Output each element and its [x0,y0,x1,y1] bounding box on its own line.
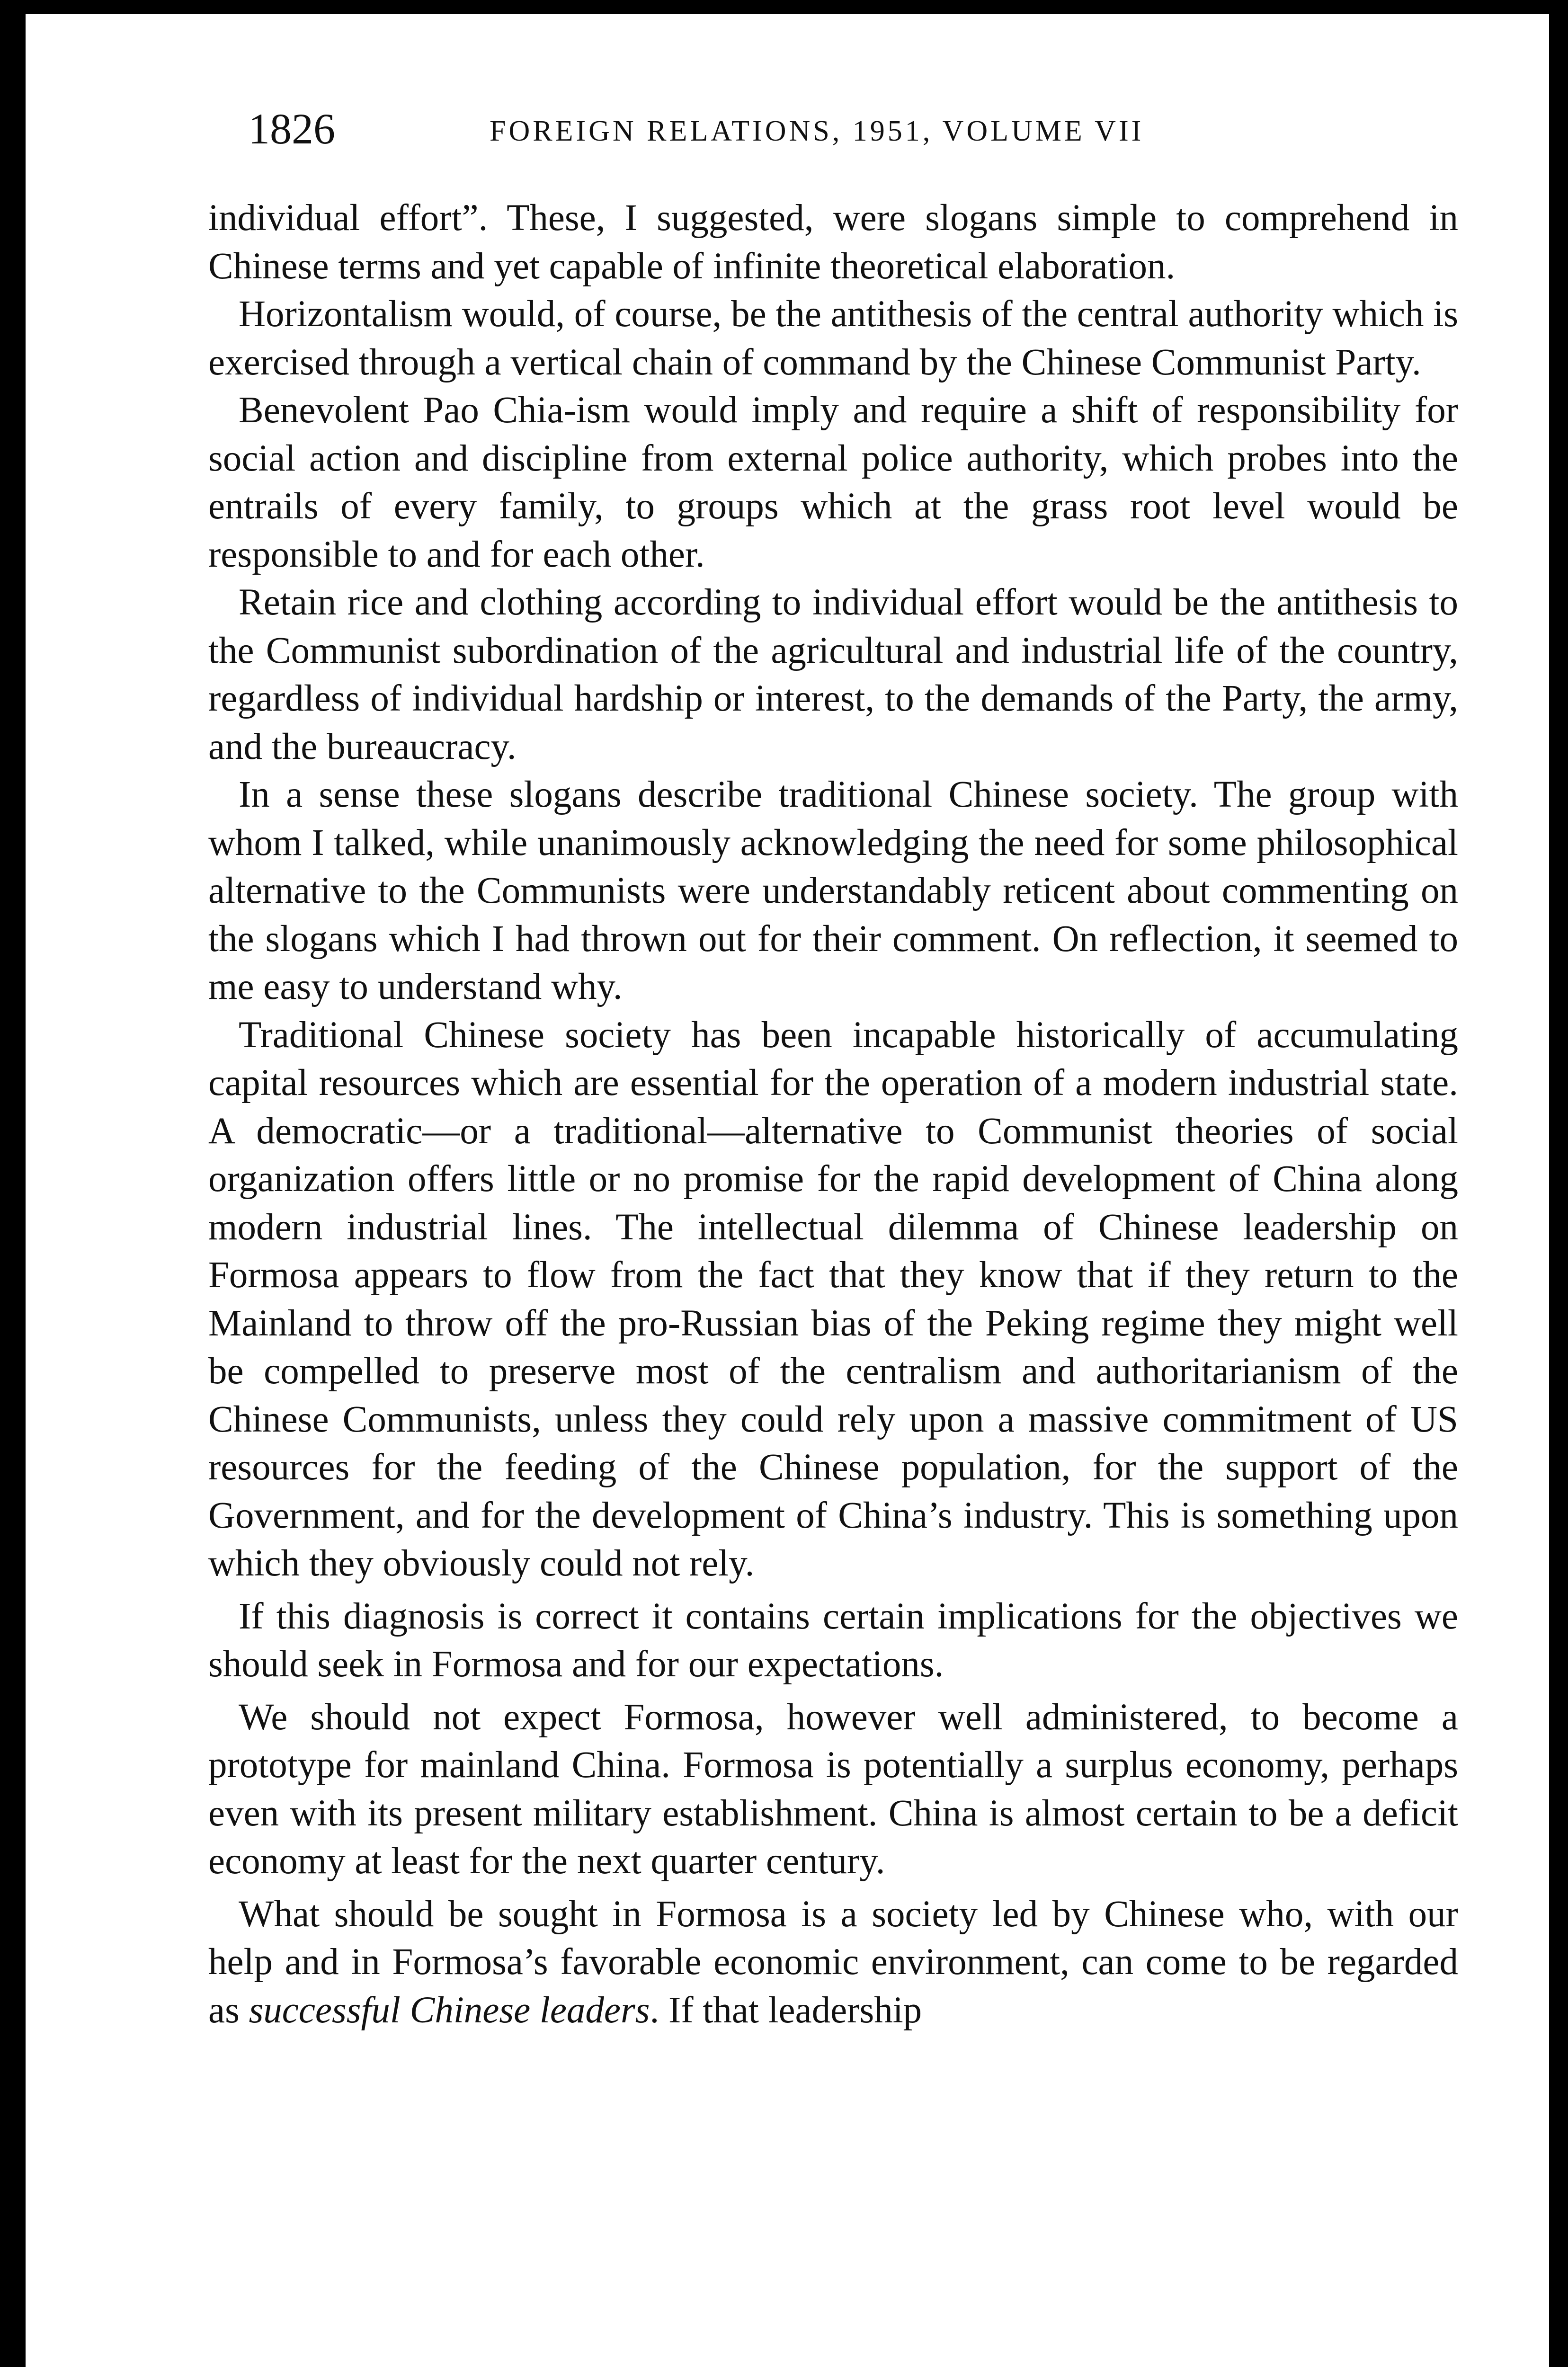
paragraph-text: . If that leadership [650,1989,922,2031]
page-number: 1826 [248,105,335,153]
paragraph: In a sense these slogans describe traditional Chinese society. The group with whom I talked, while unanimously acknowledging the need for some philosophical alternative to the Communists were understandably reticent about commenting on the slogans which I had thrown out for their comment. On reflection, it seemed to me easy to understand why. [208,774,1458,1007]
paragraph: Horizontalism would, of course, be the antithesis of the central authority which is exercised through a vertical chain of command by the Chinese Communist Party. [208,294,1458,383]
paragraph-text: What should be sought in Formosa is a society led by Chinese who, with our help and in Formosa’s favorable economic environment, can come to be regarded as [208,1893,1458,2031]
body-text [208,194,1458,2034]
paragraph-last [208,1890,1458,2035]
paragraph: Traditional Chinese society has been incapable historically of accumulating capital resources which are essential for the operation of a modern industrial state. A democratic—or a traditional—alternative to Communist theories of social organization offers little or no promise for the rapid development of China along modern industrial lines. The intellectual dilemma of Chinese leadership on Formosa appears to flow from the fact that they know that if they return to the Mainland to throw off the pro-Russian bias of the Peking regime they might well be compelled to preserve most of the centralism and authoritarianism of the Chinese Communists, unless they could rely upon a massive commitment of US resources for the feeding of the Chinese population, for the support of the Government, and for the development of China’s industry. This is something upon which they obviously could not rely. [208,1014,1458,1584]
paragraph: We should not expect Formosa, however well administered, to become a prototype for mainland China. Formosa is potentially a surplus economy, perhaps even with its present military establishment. China is almost certain to be a deficit economy at least for the next quarter century. [208,1696,1458,1882]
paragraph: If this diagnosis is correct it contains certain implications for the objectives we should seek in Formosa and for our expectations. [208,1595,1458,1685]
italic-phrase: successful Chinese leaders [249,1989,650,2031]
paragraph: Benevolent Pao Chia-ism would imply and require a shift of responsibility for social action and discipline from external police authority, which probes into the entrails of every family, to groups which at the grass root level would be responsible to and for each other. [208,390,1458,575]
running-head: FOREIGN RELATIONS, 1951, VOLUME VII [490,115,1144,147]
paragraph: Retain rice and clothing according to individual effort would be the antithesis to the Communist subordination of the agricultural and industrial life of the country, regardless of individual hardship or interest, to the demands of the Party, the army, and the bureaucracy. [208,582,1458,767]
page-header [215,100,1503,167]
paragraph: individual effort”. These, I suggested, were slogans simple to comprehend in Chinese terms and yet capable of infinite theoretical elaboration. [208,197,1458,287]
